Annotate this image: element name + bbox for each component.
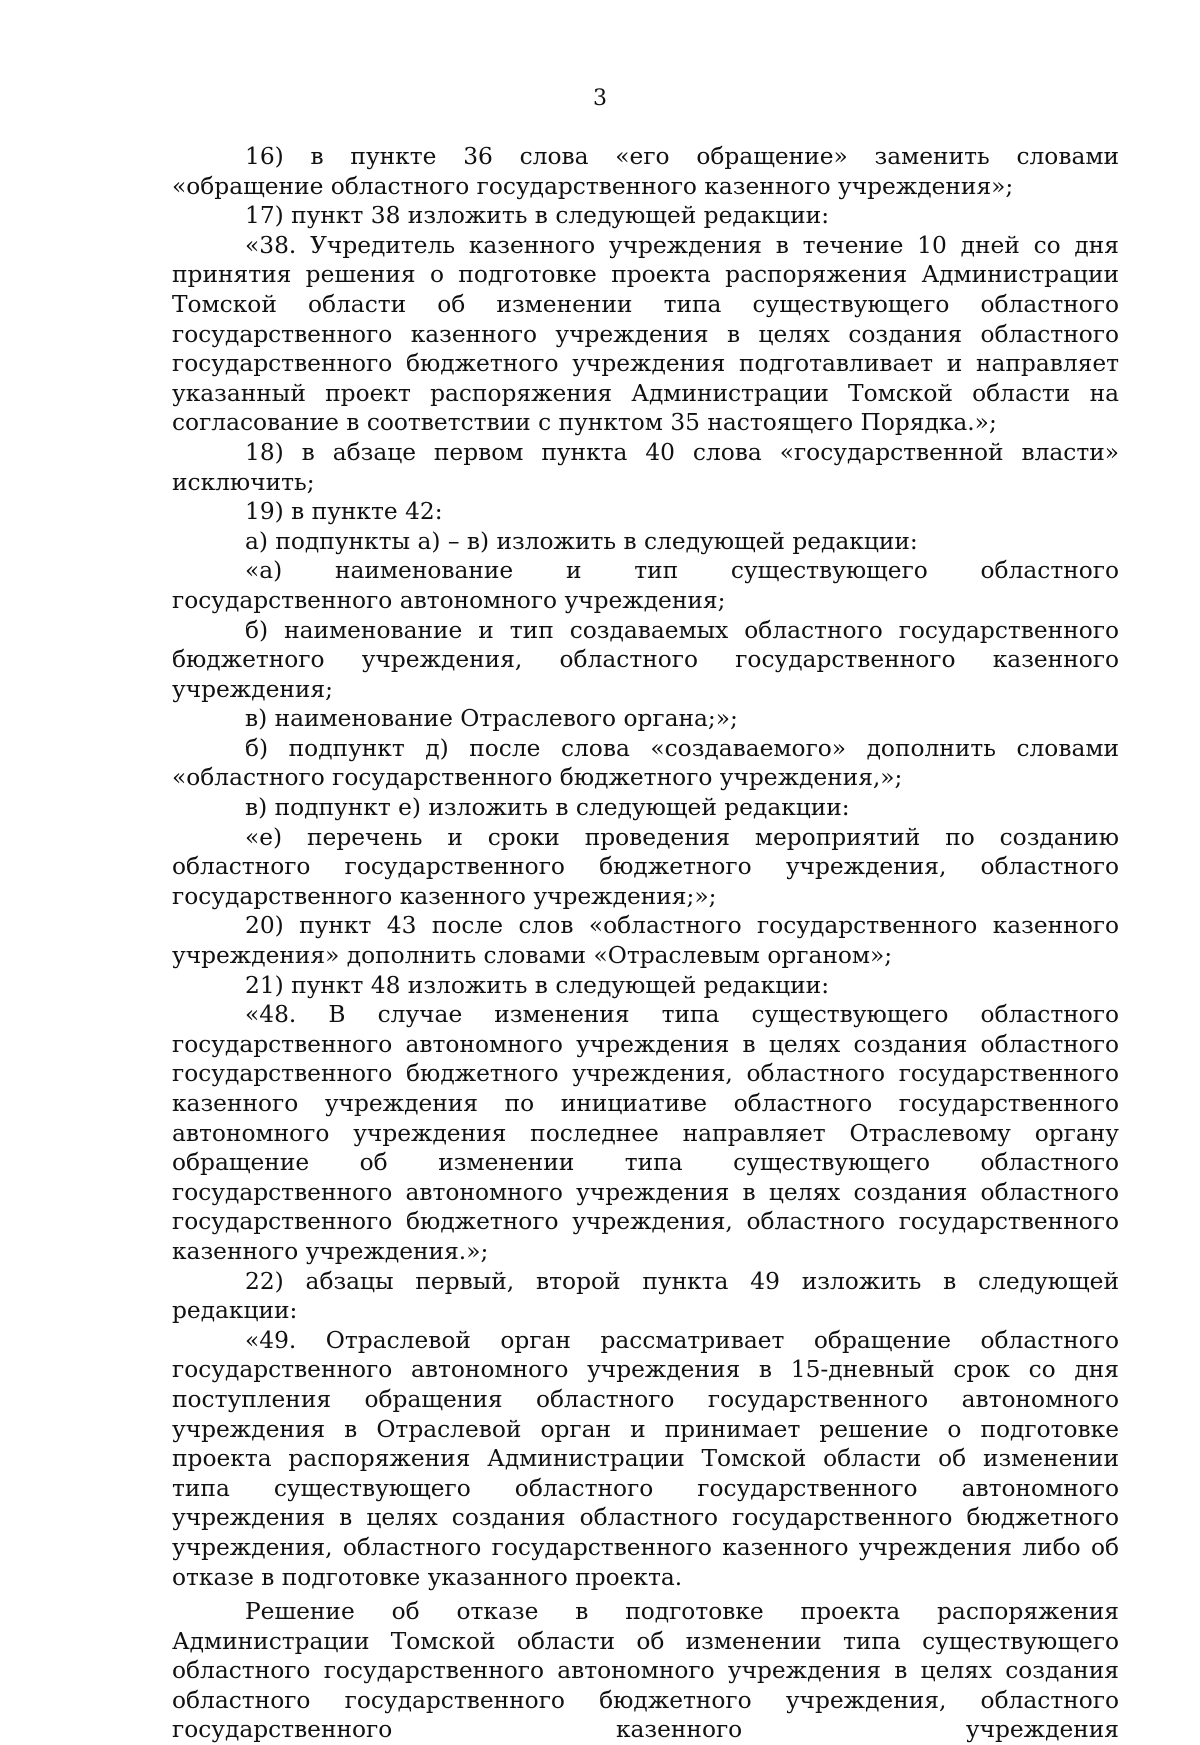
paragraph-item-20: 20) пункт 43 после слов «областного государственного казенного учреждения» дополнить словами «Отраслевым органом»; (172, 912, 1119, 970)
paragraph-item-17: 17) пункт 38 изложить в следующей редакции: (245, 202, 830, 230)
paragraph-item-22: 22) абзацы первый, второй пункта 49 изложить в следующей редакции: (172, 1267, 1119, 1325)
paragraph-refusal-decision: Решение об отказе в подготовке проекта распоряжения Администрации Томской области об изменении типа существующего областного государственного автономного учреждения в целях создания областного государственного бюджетного учреждения, областного государственного казенного учреждения (172, 1598, 1119, 1744)
paragraph-subitem-b: б) подпункт д) после слова «создаваемого» дополнить словами «областного государственного бюджетного учреждения,»; (172, 734, 1119, 792)
paragraph-quote-e: «е) перечень и сроки проведения мероприятий по созданию областного государственного бюджетного учреждения, областного государственного казенного учреждения;»; (172, 823, 1119, 910)
paragraph-item-19: 19) в пункте 42: (245, 498, 443, 526)
paragraph-item-21: 21) пункт 48 изложить в следующей редакции: (245, 971, 830, 999)
paragraph-point-49: «49. Отраслевой орган рассматривает обращение областного государственного автономного учреждения в 15-дневный срок со дня поступления обращения областного государственного автономного учреждения в Отраслевой орган и принимает решение о подготовке проекта распоряжения Администрации Томской области об изменении типа существующего областного государственного автономного учреждения в целях создания областного государственного бюджетного учреждения, областного государственного казенного учреждения либо об отказе в подготовке указанного проекта. (172, 1326, 1119, 1591)
paragraph-item-16: 16) в пункте 36 слова «его обращение» заменить словами «обращение областного государственного казенного учреждения»; (172, 143, 1119, 200)
paragraph-quote-b: б) наименование и тип создаваемых областного государственного бюджетного учреждения, областного государственного казенного учреждения; (172, 616, 1119, 703)
paragraph-quote-v: в) наименование Отраслевого органа;»; (245, 705, 738, 733)
paragraph-subitem-a: а) подпункты а) – в) изложить в следующей редакции: (245, 527, 918, 555)
paragraph-point-38: «38. Учредитель казенного учреждения в течение 10 дней со дня принятия решения о подготовке проекта распоряжения Администрации Томской области об изменении типа существующего областного государственного казенного учреждения в целях создания областного государственного бюджетного учреждения подготавливает и направляет указанный проект распоряжения Администрации Томской области на согласование в соответствии с пунктом 35 настоящего Порядка.»; (172, 231, 1119, 437)
paragraph-subitem-v: в) подпункт е) изложить в следующей редакции: (245, 794, 850, 822)
document-body (172, 142, 1119, 1745)
page-number: 3 (593, 86, 607, 111)
paragraph-item-18: 18) в абзаце первом пункта 40 слова «государственной власти» исключить; (172, 438, 1119, 496)
paragraph-point-48: «48. В случае изменения типа существующего областного государственного автономного учреждения в целях создания областного государственного бюджетного учреждения, областного государственного казенного учреждения по инициативе областного государственного автономного учреждения последнее направляет Отраслевому органу обращение об изменении типа существующего областного государственного автономного учреждения в целях создания областного государственного бюджетного учреждения, областного государственного казенного учреждения.»; (172, 1001, 1119, 1265)
paragraph-quote-a: «а) наименование и тип существующего областного государственного автономного учреждения; (172, 557, 1119, 614)
